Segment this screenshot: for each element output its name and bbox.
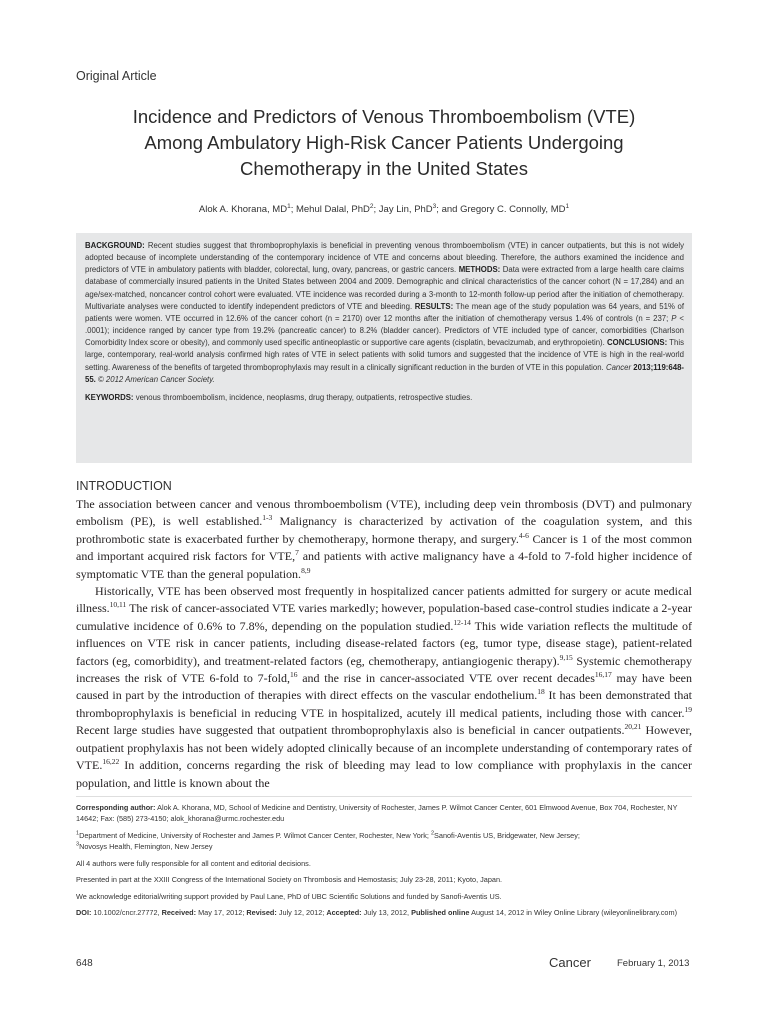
citation-journal: Cancer: [605, 362, 632, 372]
title-line: Among Ambulatory High-Risk Cancer Patients Undergoing: [144, 132, 624, 153]
citation-reference: 16,17: [594, 670, 612, 680]
body-text-run: It has been demonstrated that thromboprophylaxis is beneficial in reducing VTE in hospitalized, acutely ill medical patients, including those with cancer.: [76, 688, 692, 720]
citation-reference: 1-3: [262, 513, 273, 523]
body-text-run: and patients with active malignancy have a 4-fold to 7-fold higher incidence of symptomatic VTE than the general population.: [76, 549, 693, 581]
body-text-run: Recent large studies have suggested that outpatient thromboprophylaxis also is beneficial in cancer outpatients.: [76, 723, 625, 738]
keywords: KEYWORDS: venous thromboembolism, incidence, neoplasms, drug therapy, outpatients, retrospective studies.: [85, 392, 473, 402]
publication-date: February 1, 2013: [617, 958, 690, 969]
copyright-notice: © 2012 American Cancer Society.: [98, 374, 215, 384]
citation-reference: 4-6: [518, 530, 529, 540]
affiliation-marker: 2: [369, 203, 374, 210]
footnote-divider: [76, 796, 692, 797]
body-text-run: Systemic chemotherapy increases the risk of VTE 6-fold to 7-fold,: [76, 653, 692, 686]
body-paragraph: [76, 496, 692, 583]
body-text-run: This wide variation reflects the multitude of influences on VTE risk in cancer patients, including disease-related factors (eg, tumor type, disease stage), patient-related factors (eg, comorbidity), and treatment-related factors (eg, chemotherapy, antiangiogenic therapy).: [76, 618, 692, 668]
article-title: [60, 104, 708, 182]
footnotes: [76, 802, 692, 924]
journal-name: Cancer: [549, 955, 591, 970]
citation-reference: 18: [537, 687, 545, 697]
author-name: ; Jay Lin, PhD: [373, 204, 433, 216]
corresponding-author: Corresponding author: Alok A. Khorana, MD, School of Medicine and Dentistry, University of Rochester, James P. Wilmot Cancer Center, 601 Elmwood Avenue, Box 704, Rochester, NY 14642; Fax: (585) 273-4150; alok_khorana@urmc.rochester.edu: [76, 803, 678, 824]
affiliation-marker: 1: [565, 203, 570, 210]
body-text-run: However, outpatient prophylaxis has not been widely adopted clinically because of an incomplete understanding of contemporary rates of VTE.: [76, 723, 693, 773]
affiliations: $^1$Department of Medicine, University of Rochester and James P. Wilmot Cancer Center, Rochester, New York; $^2$Sanofi-Aventis US, Bridgewater, New Jersey; $^3$Novosys Health, Flemington, New Jersey: [76, 830, 580, 852]
body-text-run: may have been caused in part by the introduction of therapies with direct effects on the vascular endothelium.: [76, 671, 693, 703]
author-name: ; Mehul Dalal, PhD: [290, 204, 370, 216]
section-label: Original Article: [76, 69, 157, 83]
author-name: Alok A. Khorana, MD: [198, 204, 288, 216]
abstract-label-methods: METHODS:: [458, 265, 501, 275]
citation-reference: 20,21: [624, 722, 642, 732]
abstract-text: BACKGROUND: Recent studies suggest that thromboprophylaxis is beneficial in preventing venous thromboembolism (VTE) in cancer outpatients, but this is not widely adopted because of incomplete understanding of the contemporary incidence of VTE and concerns about bleeding. Therefore, the authors examined the incidence and predictors of VTE in ambulatory patients with bladder, colorectal, lung, ovary, pancreas, or gastric cancers. METHODS: Data were extracted from a large health care claims database of commercially insured patients in the United States between 2004 and 2009. Demographic and clinical characteristics of the cancer cohort (N = 17,284) and an age/sex-matched, noncancer control cohort were evaluated. VTE incidence was recorded during a 3-month to 12-month follow-up period after the initiation of chemotherapy. Multivariate analyses were conducted to identify independent predictors of VTE and bleeding. RESULTS: The mean age of the study population was 64 years, and 51% of patients were women. VTE occurred in 12.6% of the cancer cohort (n = 2170) over 12 months after the initiation of chemotherapy versus 1.4% of controls (n = 237; P < .0001); incidence ranged by cancer type from 19.2% (pancreatic cancer) to 8.2% (bladder cancer). Predictors of VTE included type of cancer, comorbidities (Charlson Comorbidity Index score or obesity), and commonly used specific antineoplastic or supportive care agents (cisplatin, bevacizumab, and erythropoietin). CONCLUSIONS: This large, contemporary, real-world analysis confirmed high rates of VTE in select patients with solid tumors and suggested that the incidence of VTE is high in the real-world setting. Awareness of the benefits of targeted thromboprophylaxis may result in a clinically significant reduction in the burden of VTE in this population. Cancer 2013;119:648-55. © 2012 American Cancer Society.: [85, 241, 685, 384]
affiliation-marker: 3: [432, 203, 437, 210]
abstract-box: [76, 233, 692, 463]
citation-reference: 12-14: [453, 617, 471, 627]
abstract-label-conclusions: CONCLUSIONS:: [607, 338, 668, 348]
publication-history: DOI: 10.1002/cncr.27772, Received: May 17, 2012; Revised: July 12, 2012; Accepted: July 13, 2012, Published online August 14, 2012 in Wiley Online Library (wileyonlinelibrary.com): [76, 907, 677, 917]
citation-reference: 9,15: [559, 652, 573, 662]
citation-reference: 7: [295, 548, 299, 558]
presentation-note: Presented in part at the XXIII Congress of the International Society on Thrombosis and Hemostasis; July 23-28, 2011; Kyoto, Japan.: [76, 875, 503, 885]
section-heading-introduction: INTRODUCTION: [76, 479, 172, 493]
body-text-run: Malignancy is characterized by activation of the coagulation system, and this prothrombotic state is exacerbated further by chemotherapy, hormone therapy, and surgery.: [76, 514, 693, 546]
responsibility-note: All 4 authors were fully responsible for all content and editorial decisions.: [76, 859, 311, 869]
author-name: ; and Gregory C. Connolly, MD: [436, 204, 566, 216]
citation-reference: 8,9: [301, 565, 311, 575]
citation-ref: 2013;119:648-55.: [85, 362, 685, 384]
citation-reference: 10,11: [109, 600, 127, 610]
citation-reference: 16,22: [102, 757, 120, 767]
body-paragraph: [76, 583, 692, 792]
keywords-label: KEYWORDS:: [85, 392, 134, 402]
abstract-label-background: BACKGROUND:: [85, 241, 145, 250]
body-text-run: In addition, concerns regarding the risk of bleeding may lead to low compliance with prophylaxis in the cancer population, and little is known about the: [76, 758, 692, 790]
body-text-run: and the rise in cancer-associated VTE over recent decades: [297, 671, 595, 686]
body-text-run: The association between cancer and venous thromboembolism (VTE), including deep vein thrombosis (DVT) and pulmonary embolism (PE), is well established.: [76, 497, 692, 529]
citation-reference: 19: [684, 704, 692, 714]
body-text-run: Cancer is 1 of the most common and important acquired risk factors for VTE,: [76, 531, 692, 564]
affiliation-marker: 1: [287, 203, 291, 210]
title-line: Chemotherapy in the United States: [240, 158, 528, 179]
title-line: Incidence and Predictors of Venous Thromboembolism (VTE): [132, 106, 636, 127]
body-text-run: The risk of cancer-associated VTE varies markedly; however, population-based case-control studies indicate a 2-year cumulative incidence of 0.6% to 7.8%, depending on the population studied.: [76, 601, 692, 633]
page-number: 648: [76, 958, 93, 969]
acknowledgment-note: We acknowledge editorial/writing support provided by Paul Lane, PhD of UBC Scientific Solutions and funded by Sanofi-Aventis US.: [76, 891, 502, 901]
body-text: [76, 496, 692, 792]
body-text-run: Historically, VTE has been observed most frequently in hospitalized cancer patients admitted for surgery or acute medical illness.: [76, 584, 692, 616]
abstract-label-results: RESULTS:: [414, 301, 454, 311]
author-list: [60, 203, 708, 215]
citation-reference: 16: [289, 670, 298, 680]
